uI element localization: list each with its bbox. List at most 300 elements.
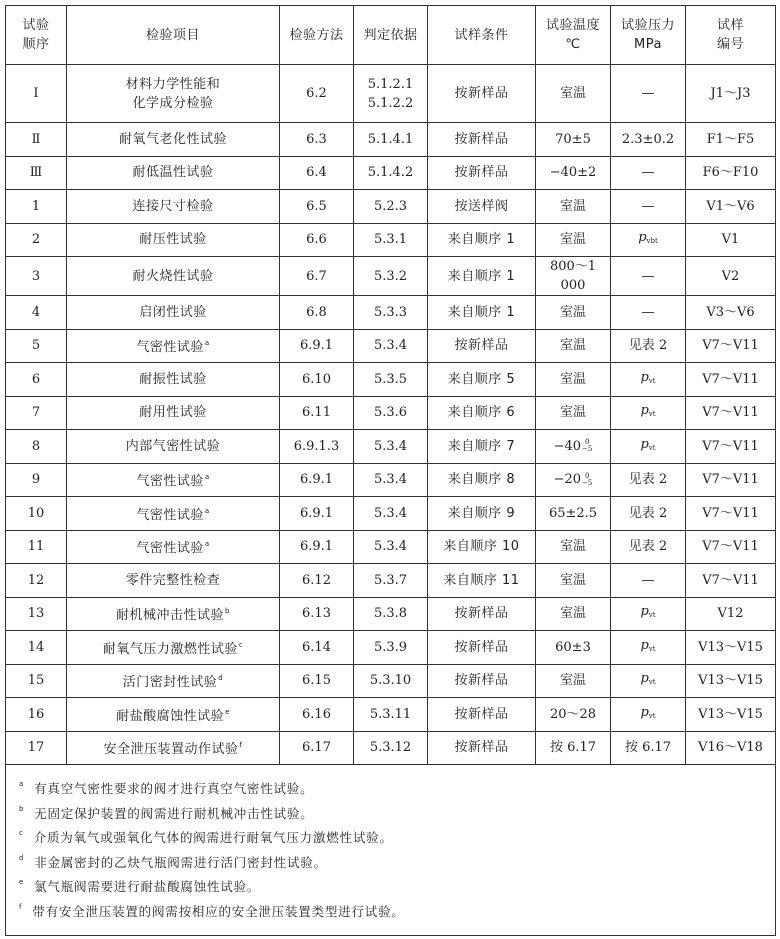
pressure-value: 见表 2 — [628, 539, 668, 555]
item-label: 耐氧气老化性试验 — [118, 131, 227, 147]
cell-method — [280, 698, 354, 732]
cell-method — [280, 631, 354, 665]
cell-method — [280, 396, 354, 430]
temp-value: 室温 — [559, 304, 586, 320]
pressure-subscript: vt — [648, 644, 656, 653]
temp-value: 按 6.17 — [549, 740, 597, 756]
table-row — [6, 257, 776, 296]
header-sample — [686, 6, 776, 65]
cell-seq — [6, 396, 67, 430]
cell-method — [280, 65, 354, 123]
cell-basis — [354, 296, 428, 330]
footnote-text: 带有安全泄压装置的阀需按相应的安全泄压装置类型进行试验。 — [32, 903, 405, 919]
header-pressure — [611, 6, 686, 65]
cell-seq — [6, 430, 67, 464]
sample-value: V7～V11 — [702, 405, 759, 421]
header-temp-line: ℃ — [565, 37, 581, 52]
pressure-value: — — [641, 268, 655, 284]
sample-value: V7～V11 — [702, 371, 759, 387]
cell-basis — [354, 463, 428, 497]
table-row — [6, 430, 776, 464]
cell-method — [280, 463, 354, 497]
header-condition-line: 试样条件 — [454, 27, 509, 43]
cell-item — [67, 731, 280, 765]
footnote-mark: c — [19, 829, 24, 838]
basis-value: 5.3.6 — [373, 405, 408, 421]
cell-pressure — [611, 664, 686, 698]
cell-method — [280, 564, 354, 598]
condition-value: 来自顺序 1 — [447, 232, 516, 248]
sample-value: V13～V15 — [698, 706, 763, 722]
item-label: 活门密封性试验 — [122, 675, 218, 691]
table-row — [6, 223, 776, 257]
pressure-value: p — [640, 403, 649, 419]
seq-value: 11 — [27, 539, 45, 555]
cell-seq — [6, 363, 67, 397]
cell-sample — [686, 631, 776, 665]
cell-item — [67, 530, 280, 564]
condition-value: 来自顺序 1 — [447, 268, 516, 284]
pressure-subscript: vt — [648, 611, 656, 620]
method-value: 6.14 — [302, 639, 331, 655]
cell-condition — [428, 363, 536, 397]
seq-value: 8 — [31, 438, 41, 454]
condition-value: 来自顺序 9 — [447, 505, 516, 521]
cell-seq — [6, 156, 67, 190]
sample-value: V12 — [717, 606, 744, 622]
temp-value: 室温 — [559, 673, 586, 689]
basis-value: 5.2.3 — [373, 198, 408, 214]
cell-seq — [6, 123, 67, 157]
cell-item — [67, 257, 280, 296]
basis-value: 5.3.10 — [369, 673, 412, 689]
cell-method — [280, 597, 354, 631]
cell-condition — [428, 257, 536, 296]
pressure-subscript: vbt — [646, 237, 658, 246]
footnote-mark: d — [218, 674, 224, 683]
seq-value: 10 — [27, 505, 45, 521]
pressure-subscript: vt — [648, 678, 656, 687]
cell-sample — [686, 363, 776, 397]
cell-pressure — [611, 396, 686, 430]
cell-seq — [6, 296, 67, 330]
footnote-item — [18, 849, 775, 874]
cell-pressure — [611, 597, 686, 631]
cell-condition — [428, 530, 536, 564]
table-row — [6, 190, 776, 224]
condition-value: 来自顺序 8 — [447, 472, 516, 488]
cell-pressure — [611, 257, 686, 296]
cell-method — [280, 156, 354, 190]
header-item-line: 检验项目 — [145, 27, 200, 43]
cell-basis — [354, 123, 428, 157]
cell-sample — [686, 190, 776, 224]
basis-value: 5.3.11 — [369, 706, 412, 722]
pressure-value: p — [640, 604, 649, 620]
cell-temp — [536, 698, 611, 732]
cell-temp — [536, 190, 611, 224]
table-row — [6, 396, 776, 430]
cell-seq — [6, 597, 67, 631]
footnote-mark: c — [238, 640, 244, 649]
cell-method — [280, 190, 354, 224]
cell-item — [67, 363, 280, 397]
pressure-value: p — [638, 230, 647, 246]
header-seq-line: 试验 — [22, 18, 50, 33]
footnote-text: 非金属密封的乙炔气瓶阀需进行活门密封性试验。 — [34, 854, 327, 870]
cell-item — [67, 396, 280, 430]
tolerance-value: 0 — [584, 471, 590, 480]
table-row — [6, 731, 776, 765]
cell-temp — [536, 597, 611, 631]
sample-value: V7～V11 — [702, 539, 759, 555]
cell-item — [67, 631, 280, 665]
cell-item — [67, 564, 280, 598]
cell-pressure — [611, 363, 686, 397]
header-basis — [354, 6, 428, 65]
cell-condition — [428, 430, 536, 464]
cell-condition — [428, 698, 536, 732]
basis-value: 5.3.4 — [373, 472, 408, 488]
tolerance-value: −5 — [582, 445, 593, 454]
cell-basis — [354, 631, 428, 665]
condition-value: 按新样品 — [454, 165, 509, 181]
cell-condition — [428, 65, 536, 123]
cell-basis — [354, 698, 428, 732]
seq-value: 15 — [27, 673, 45, 689]
method-value: 6.13 — [302, 606, 331, 622]
header-pressure-line: MPa — [634, 37, 662, 52]
seq-value: 1 — [31, 198, 41, 214]
seq-value: 6 — [31, 371, 41, 387]
table-row — [6, 631, 776, 665]
table-body — [6, 65, 776, 765]
pressure-value: 2.3±0.2 — [621, 131, 675, 147]
pressure-subscript: vt — [648, 711, 656, 720]
basis-value: 5.1.2.2 — [367, 95, 414, 111]
temp-value: 室温 — [559, 198, 586, 214]
cell-temp — [536, 497, 611, 531]
sample-value: V3～V6 — [706, 304, 755, 320]
footnote-item — [18, 800, 775, 825]
temp-value: 室温 — [559, 606, 586, 622]
cell-seq — [6, 463, 67, 497]
condition-value: 按新样品 — [454, 606, 509, 622]
cell-basis — [354, 329, 428, 363]
cell-sample — [686, 223, 776, 257]
cell-seq — [6, 530, 67, 564]
cell-pressure — [611, 223, 686, 257]
basis-value: 5.3.7 — [373, 572, 408, 588]
pressure-value: p — [640, 637, 649, 653]
cell-sample — [686, 329, 776, 363]
header-seq — [6, 6, 67, 65]
pressure-value: 按 6.17 — [624, 740, 672, 756]
temp-value: 室温 — [559, 232, 586, 248]
cell-method — [280, 257, 354, 296]
temp-value: 65±2.5 — [548, 505, 598, 521]
table-row — [6, 156, 776, 190]
cell-pressure — [611, 329, 686, 363]
temp-value: 室温 — [559, 86, 586, 101]
cell-basis — [354, 564, 428, 598]
footnote-mark: a — [19, 780, 25, 788]
temp-value: 室温 — [559, 371, 586, 387]
condition-value: 按新样品 — [454, 740, 509, 756]
basis-value: 5.1.2.1 — [367, 76, 414, 92]
cell-condition — [428, 731, 536, 765]
sample-value: V1 — [721, 232, 740, 248]
basis-value: 5.3.9 — [373, 639, 408, 655]
basis-value: 5.3.4 — [373, 505, 408, 521]
header-basis-line: 判定依据 — [363, 27, 418, 43]
cell-seq — [6, 664, 67, 698]
item-label: 化学成分检验 — [132, 95, 214, 111]
cell-pressure — [611, 156, 686, 190]
cell-item — [67, 156, 280, 190]
pressure-value: — — [641, 86, 655, 101]
cell-item — [67, 296, 280, 330]
cell-basis — [354, 65, 428, 123]
cell-method — [280, 731, 354, 765]
pressure-value: p — [640, 704, 649, 720]
method-value: 6.3 — [306, 131, 327, 147]
cell-item — [67, 664, 280, 698]
cell-condition — [428, 396, 536, 430]
cell-sample — [686, 123, 776, 157]
cell-pressure — [611, 731, 686, 765]
footnote-mark: b — [19, 804, 25, 813]
cell-pressure — [611, 698, 686, 732]
cell-sample — [686, 530, 776, 564]
cell-item — [67, 430, 280, 464]
method-value: 6.5 — [306, 198, 327, 214]
basis-value: 5.3.4 — [373, 539, 408, 555]
table-row — [6, 664, 776, 698]
condition-value: 按新样品 — [454, 639, 509, 655]
cell-pressure — [611, 296, 686, 330]
method-value: 6.17 — [302, 740, 331, 756]
method-value: 6.9.1 — [299, 539, 334, 555]
cell-sample — [686, 65, 776, 123]
cell-method — [280, 497, 354, 531]
cell-temp — [536, 296, 611, 330]
method-value: 6.6 — [306, 232, 327, 248]
cell-basis — [354, 396, 428, 430]
sample-value: V2 — [721, 268, 740, 284]
basis-value: 5.3.1 — [373, 232, 408, 248]
seq-value: 7 — [31, 405, 41, 421]
method-value: 6.15 — [302, 673, 331, 689]
pressure-value: — — [641, 165, 655, 181]
cell-temp — [536, 430, 611, 464]
cell-sample — [686, 597, 776, 631]
test-sequence-table-sheet — [5, 5, 775, 935]
sample-value: V7～V11 — [702, 472, 759, 488]
method-value: 6.9.1.3 — [293, 438, 340, 454]
tolerance-value: −5 — [582, 478, 593, 487]
seq-value: 5 — [31, 338, 41, 354]
cell-pressure — [611, 190, 686, 224]
temp-value: 20～28 — [549, 706, 597, 722]
cell-condition — [428, 631, 536, 665]
cell-basis — [354, 223, 428, 257]
table-row — [6, 597, 776, 631]
cell-sample — [686, 731, 776, 765]
cell-condition — [428, 463, 536, 497]
temp-value: −40 — [553, 438, 582, 454]
item-label: 耐氧气压力激燃性试验 — [102, 641, 238, 657]
cell-temp — [536, 123, 611, 157]
cell-method — [280, 223, 354, 257]
cell-condition — [428, 664, 536, 698]
pressure-value: — — [641, 304, 655, 320]
item-label: 内部气密性试验 — [125, 438, 221, 454]
cell-temp — [536, 363, 611, 397]
cell-pressure — [611, 497, 686, 531]
basis-value: 5.3.4 — [373, 338, 408, 354]
table-row — [6, 329, 776, 363]
pressure-value: p — [640, 369, 649, 385]
cell-pressure — [611, 463, 686, 497]
sample-value: V16～V18 — [698, 740, 763, 756]
cell-item — [67, 497, 280, 531]
method-value: 6.9.1 — [299, 472, 334, 488]
cell-basis — [354, 363, 428, 397]
cell-temp — [536, 396, 611, 430]
cell-sample — [686, 698, 776, 732]
footnote-item — [18, 898, 775, 923]
cell-condition — [428, 597, 536, 631]
cell-temp — [536, 223, 611, 257]
pressure-subscript: vt — [648, 376, 656, 385]
cell-seq — [6, 329, 67, 363]
cell-method — [280, 329, 354, 363]
cell-method — [280, 430, 354, 464]
footnote-mark: e — [19, 878, 25, 887]
cell-seq — [6, 731, 67, 765]
cell-item — [67, 329, 280, 363]
footnote-mark: a — [204, 473, 210, 482]
table-row — [6, 463, 776, 497]
sample-value: V7～V11 — [702, 572, 759, 588]
basis-value: 5.3.8 — [373, 606, 408, 622]
cell-seq — [6, 631, 67, 665]
method-value: 6.11 — [302, 405, 331, 421]
cell-sample — [686, 296, 776, 330]
condition-value: 来自顺序 6 — [447, 405, 516, 421]
cell-condition — [428, 223, 536, 257]
cell-basis — [354, 664, 428, 698]
method-value: 6.2 — [306, 86, 327, 101]
header-seq-line: 顺序 — [22, 37, 50, 52]
method-value: 6.16 — [302, 706, 331, 722]
cell-temp — [536, 463, 611, 497]
cell-sample — [686, 430, 776, 464]
seq-value: 16 — [27, 706, 45, 722]
cell-condition — [428, 123, 536, 157]
footnote-mark: b — [225, 607, 230, 616]
cell-seq — [6, 65, 67, 123]
cell-sample — [686, 396, 776, 430]
header-sample-line: 试样 — [716, 18, 744, 33]
basis-value: 5.3.12 — [369, 740, 412, 756]
seq-value: 9 — [31, 472, 41, 488]
cell-temp — [536, 564, 611, 598]
cell-temp — [536, 731, 611, 765]
cell-temp — [536, 530, 611, 564]
sample-value: F6～F10 — [702, 165, 759, 181]
condition-value: 按送样阀 — [454, 198, 509, 214]
cell-condition — [428, 564, 536, 598]
footnote-item — [18, 824, 775, 849]
header-temp-line: 试验温度 — [545, 18, 600, 33]
table-row — [6, 123, 776, 157]
table-row — [6, 530, 776, 564]
pressure-value: — — [641, 572, 655, 588]
condition-value: 来自顺序 5 — [447, 371, 516, 387]
cell-item — [67, 190, 280, 224]
temp-value: 室温 — [559, 405, 586, 421]
pressure-value: — — [641, 198, 655, 214]
cell-seq — [6, 257, 67, 296]
cell-sample — [686, 564, 776, 598]
cell-item — [67, 597, 280, 631]
sample-value: J1～J3 — [710, 86, 751, 101]
table-row — [6, 497, 776, 531]
footnote-mark: e — [225, 707, 230, 716]
cell-pressure — [611, 65, 686, 123]
cell-sample — [686, 664, 776, 698]
temp-tolerance — [582, 473, 592, 487]
seq-value: 12 — [27, 572, 45, 588]
table-row — [6, 363, 776, 397]
item-label: 材料力学性能和 — [125, 76, 221, 92]
condition-value: 按新样品 — [454, 86, 509, 101]
sample-value: V13～V15 — [698, 673, 763, 689]
item-label: 耐压性试验 — [139, 232, 207, 248]
cell-condition — [428, 497, 536, 531]
cell-basis — [354, 731, 428, 765]
item-label: 气密性试验 — [136, 340, 204, 356]
condition-value: 按新样品 — [454, 706, 509, 722]
header-item — [67, 6, 280, 65]
cell-pressure — [611, 430, 686, 464]
cell-pressure — [611, 530, 686, 564]
method-value: 6.7 — [306, 268, 327, 284]
cell-sample — [686, 463, 776, 497]
item-label: 耐盐酸腐蚀性试验 — [116, 708, 225, 724]
footnote-mark: a — [204, 339, 210, 348]
seq-value: 14 — [27, 639, 45, 655]
cell-seq — [6, 223, 67, 257]
footnote-item — [18, 775, 775, 800]
item-label: 耐火烧性试验 — [132, 268, 214, 284]
cell-item — [67, 123, 280, 157]
footnote-text: 介质为氧气或强氧化气体的阀需进行耐氧气压力激燃性试验。 — [33, 830, 393, 846]
pressure-value: 见表 2 — [628, 472, 668, 488]
table-row — [6, 65, 776, 123]
cell-pressure — [611, 123, 686, 157]
test-sequence-table — [5, 5, 776, 936]
cell-item — [67, 223, 280, 257]
basis-value: 5.3.2 — [373, 268, 408, 284]
sample-value: V7～V11 — [702, 338, 759, 354]
pressure-subscript: vt — [648, 443, 656, 452]
cell-method — [280, 363, 354, 397]
condition-value: 来自顺序 11 — [443, 572, 520, 588]
temp-value: −20 — [553, 472, 582, 488]
